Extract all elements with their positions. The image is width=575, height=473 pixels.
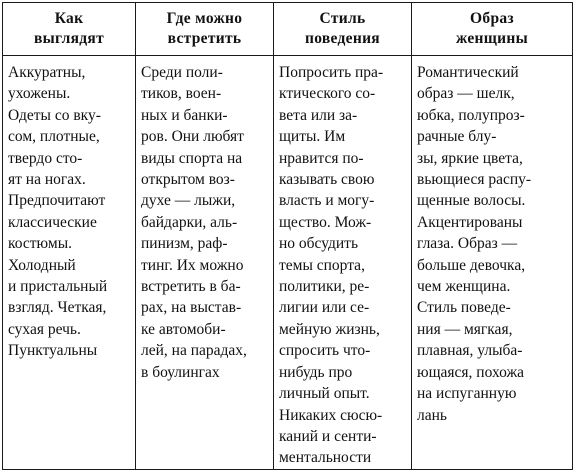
cell-text-line: щенные волосы.: [417, 192, 526, 210]
header-text-line: поведения: [304, 30, 380, 47]
cell-text-line: вета или за-: [279, 106, 358, 124]
cell-text-line: Никаких сюсю-: [279, 406, 383, 424]
cell-text-line: зы, яркие цвета,: [417, 149, 523, 167]
cell-text-line: в боулингах: [141, 363, 220, 381]
cell-text-line: Предпочитают: [8, 192, 106, 210]
header-appearance: [3, 3, 136, 56]
cell-text-line: Акцентированы: [417, 213, 523, 231]
cell-text-line: вьющиеся распу-: [417, 171, 532, 189]
cell-text-line: рачные блу-: [417, 128, 497, 146]
cell-text-line: сухая речь.: [8, 320, 81, 338]
cell-text-line: чем женщина.: [417, 278, 511, 296]
cell-text-line: Холодный: [8, 256, 76, 274]
cell-text-line: открытом воз-: [141, 171, 235, 189]
cell-text-line: встретить в ба-: [141, 278, 241, 296]
cell-text-line: ухожены.: [8, 85, 71, 103]
cell-text-line: лигии или се-: [279, 299, 370, 317]
cell-text-line: Стиль поведе-: [417, 299, 511, 317]
header-text-line: Образ: [470, 10, 514, 27]
comparison-table: [2, 2, 573, 470]
cell-text-line: на испуганную: [417, 385, 517, 403]
header-text-line: женщины: [456, 30, 528, 47]
cell-text-line: взгляд. Четкая,: [8, 299, 107, 317]
header-text-line: Как: [54, 10, 84, 27]
cell-text-line: щиты. Им: [279, 128, 346, 146]
cell-text-line: костюмы.: [8, 235, 73, 253]
cell-text-line: сом, плотные,: [8, 128, 100, 146]
cell-text-line: лей, на парадах,: [141, 342, 247, 360]
header-behavior-style: [274, 3, 412, 56]
cell-text-line: власть и могу-: [279, 192, 375, 210]
cell-text-line: ментальности: [279, 449, 372, 467]
cell-woman-image: [412, 56, 573, 470]
cell-text-line: нибудь про: [279, 363, 353, 381]
cell-text-line: но обсудить: [279, 235, 359, 253]
cell-text-line: глаза. Образ —: [417, 235, 518, 253]
cell-behavior-style: [274, 56, 412, 470]
cell-text-line: ния — мягкая,: [417, 320, 513, 338]
cell-text-line: ке автомоби-: [141, 320, 226, 338]
cell-appearance: [3, 56, 136, 470]
cell-text-line: виды спорта на: [141, 149, 243, 167]
cell-text-line: личный опыт.: [279, 385, 370, 403]
table-row: [3, 56, 573, 470]
cell-text-line: мейную жизнь,: [279, 320, 380, 338]
header-where-to-meet: [136, 3, 274, 56]
cell-text-line: ных и банки-: [141, 106, 228, 124]
cell-text-line: Среди поли-: [141, 64, 223, 81]
cell-text-line: Аккуратны,: [8, 64, 86, 81]
cell-text-line: тинг. Их можно: [141, 256, 244, 274]
cell-text-line: тиков, воен-: [141, 85, 222, 103]
cell-text-line: пинизм, раф-: [141, 235, 228, 253]
cell-text-line: политики, ре-: [279, 278, 370, 296]
cell-text-line: образ — шелк,: [417, 85, 515, 103]
cell-text-line: рах, на выстав-: [141, 299, 242, 317]
cell-text-line: нравится по-: [279, 149, 364, 167]
cell-text-line: байдарки, аль-: [141, 213, 238, 231]
header-text-line: выглядят: [33, 30, 105, 47]
cell-text-line: темы спорта,: [279, 256, 365, 274]
cell-text-line: ктического со-: [279, 85, 376, 103]
cell-text-line: Романтический: [417, 64, 519, 81]
cell-text-line: больше девочка,: [417, 256, 526, 274]
cell-text-line: ров. Они любят: [141, 128, 244, 146]
header-woman-image: [412, 3, 573, 56]
cell-text-line: плавная, улыба-: [417, 342, 523, 360]
cell-text-line: ят на ногах.: [8, 171, 86, 189]
cell-text-line: Пунктуальны: [8, 342, 98, 360]
cell-text-line: лань: [417, 406, 447, 424]
cell-where-to-meet: [136, 56, 274, 470]
header-text-line: Где можно: [166, 10, 243, 27]
cell-text-line: духе — лыжи,: [141, 192, 236, 210]
cell-text-line: и пристальный: [8, 278, 108, 296]
header-text-line: встретить: [167, 30, 242, 47]
cell-text-line: каний и сенти-: [279, 427, 377, 445]
cell-text-line: Одеты со вку-: [8, 106, 101, 124]
cell-text-line: Попросить пра-: [279, 64, 384, 81]
header-text-line: Стиль: [319, 10, 366, 27]
cell-text-line: щество. Мож-: [279, 213, 372, 231]
header-row: [3, 3, 573, 56]
cell-text-line: ющаяся, похожа: [417, 363, 525, 381]
cell-text-line: юбка, полупроз-: [417, 106, 525, 124]
cell-text-line: твердо сто-: [8, 149, 83, 167]
cell-text-line: спросить что-: [279, 342, 371, 360]
cell-text-line: казывать свою: [279, 171, 375, 189]
cell-text-line: классические: [8, 213, 97, 231]
